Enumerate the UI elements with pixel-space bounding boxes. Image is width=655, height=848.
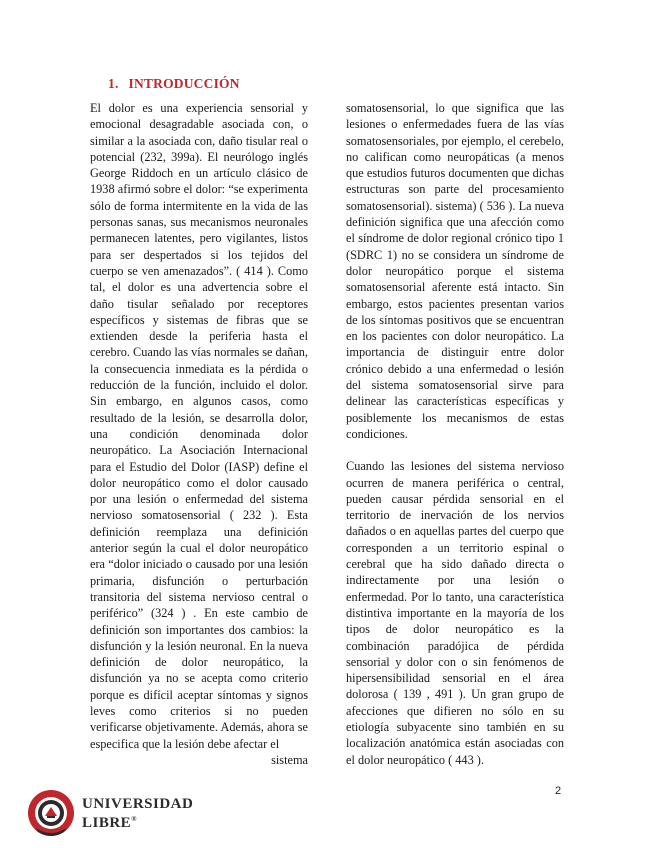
registered-mark: ® bbox=[131, 815, 137, 823]
left-paragraph: El dolor es una experiencia sensorial y emocional desagradable asociada con, o similar a la asociada con, daño tisular real o potencial (232, 399a). El neurólogo inglés George Riddoch en un artículo clásico de 1938 afirmó sobre el dolor: “se experimenta sólo de forma intermitente en la vida de las personas sanas, sus mecanismos neuronales permanecen latentes, pero vigilantes, listos para ser despertados si los tejidos del cuerpo se ven amenazados”. ( 414 ). Como tal, el dolor es una advertencia sobre el daño tisular señalado por receptores específicos y sistemas de fibras que se extienden desde la periferia hasta el cerebro. Cuando las vías normales se dañan, la consecuencia inmediata es la pérdida o reducción de la función, incluido el dolor. Sin embargo, en algunos casos, como resultado de la lesión, se desarrolla dolor, una condición denominada dolor neuropático. La Asociación Internacional para el Estudio del Dolor (IASP) define el dolor neuropático como el dolor causado por una lesión o enfermedad del sistema nervioso somatosensorial ( 232 ). Esta definición reemplaza una definición anterior según la cual el dolor neuropático era “dolor iniciado o causado por una lesión primaria, disfunción o perturbación transitoria del sistema nervioso central o periférico” (324 ) . En este cambio de definición son importantes dos cambios: la disfunción y la lesión neuronal. En la nueva definición de dolor neuropático, la disfunción ya no se acepta como criterio porque es difícil aceptar síntomas y signos leves como criterios si no pueden verificarse objetivamente. Además, ahora se especifica que la lesión debe afectar el bbox=[90, 101, 308, 751]
right-paragraph-1: somatosensorial, lo que significa que las lesiones o enfermedades fuera de las vías somatosensoriales, por ejemplo, el cerebelo, no califican como neuropáticas (a menos que estudios futuros documenten que dichas estructuras son parte del procesamiento somatosensorial). sistema) ( 536 ). La nueva definición significa que una afección como el síndrome de dolor regional crónico tipo 1 (SDRC 1) no se considera un síndrome de dolor neuropático porque el sistema somatosensorial aferente está intacto. Sin embargo, estos pacientes presentan varios de los síntomas positivos que se encuentran en los pacientes con dolor neuropático. La importancia de distinguir entre dolor crónico debido a una enfermedad o lesión del sistema somatosensorial sirve para delinear las características específicas y posiblemente los mecanismos de estas condiciones. bbox=[346, 101, 564, 441]
logo-line-2: LIBRE bbox=[82, 815, 132, 831]
right-paragraph-2: Cuando las lesiones del sistema nervioso ocurren de manera periférica o central, pueden causar pérdida sensorial en el territorio de inervación de los nervios dañados o en aquellas partes del cuerpo que corresponden a un territorio espinal o cerebral que ha sido dañado directa o indirectamente por una lesión o enfermedad. Por lo tanto, una característica distintiva importante en la mayoría de los tipos de dolor neuropático es la combinación paradójica de pérdida sensorial y dolor con o sin fenómenos de hipersensibilidad sensorial en el área dolorosa ( 139 , 491 ). Un gran grupo de afecciones que difieren no sólo en su etiología subyacente sino también en su localización anatómica están asociadas con el dolor neuropático ( 443 ). bbox=[346, 459, 564, 767]
left-column bbox=[90, 100, 308, 768]
university-seal-icon bbox=[26, 788, 76, 838]
section-title: INTRODUCCIÓN bbox=[128, 76, 240, 91]
logo-wordmark bbox=[82, 797, 193, 831]
university-logo bbox=[26, 788, 226, 838]
left-column-last-word: sistema bbox=[271, 752, 308, 767]
page-number: 2 bbox=[555, 785, 562, 797]
right-column bbox=[346, 100, 564, 768]
logo-line-1: UNIVERSIDAD bbox=[82, 796, 194, 812]
section-number: 1. bbox=[108, 76, 119, 91]
section-heading bbox=[108, 76, 240, 92]
